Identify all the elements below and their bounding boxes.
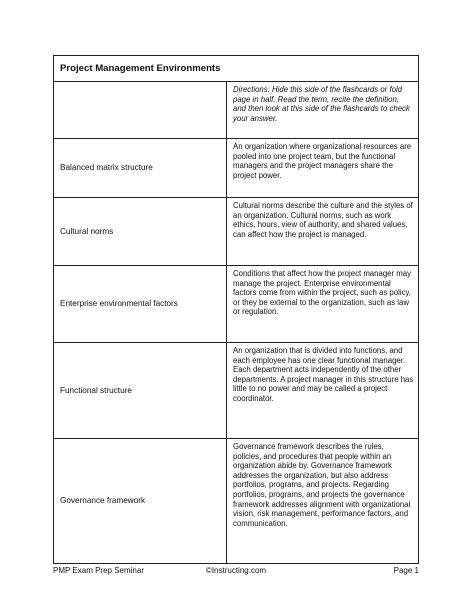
table-row xyxy=(54,343,419,439)
table-title: Project Management Environments xyxy=(54,56,419,82)
table-row xyxy=(54,439,419,564)
definition-cell: Governance framework describes the rules, policies, and procedures that people within an organization abide by. Governance framework addresses the organization, but also address portfolios, programs, and projects. Regarding portfolios, programs, and projects the governance framework addresses alignment with organizational vision, risk management, performance factors, and communication. xyxy=(227,439,419,564)
page-footer xyxy=(53,565,419,577)
term-cell: Balanced matrix structure xyxy=(54,139,227,198)
table-row xyxy=(54,139,419,198)
footer-page-number: Page 1 xyxy=(393,566,419,575)
flashcard-table xyxy=(53,55,419,564)
table-title-row xyxy=(54,56,419,82)
definition-cell: Conditions that affect how the project manager may manage the project. Enterprise environmental factors come from within the project, such as policy, or they be external to the organization, such as law or regulation. xyxy=(227,266,419,343)
footer-course-name: PMP Exam Prep Seminar xyxy=(53,566,144,575)
definition-cell: Cultural norms describe the culture and the styles of an organization. Cultural norms, such as work ethics, hours, view of authority, and shared values, can affect how the project is managed. xyxy=(227,198,419,266)
definition-cell: An organization where organizational resources are pooled into one project team, but the functional managers and the project managers share the project power. xyxy=(227,139,419,198)
term-cell: Governance framework xyxy=(54,439,227,564)
empty-term-cell xyxy=(54,82,227,139)
directions-text: Directions: Hide this side of the flashcards or fold page in half. Read the term, recite the definition, and then look at this side of the flashcards to check your answer. xyxy=(227,82,419,139)
term-cell: Cultural norms xyxy=(54,198,227,266)
table-row xyxy=(54,198,419,266)
definition-cell: An organization that is divided into functions, and each employee has one clear functional manager. Each department acts independently of the other departments. A project manager in this structure has little to no power and may be called a project coordinator. xyxy=(227,343,419,439)
term-cell: Enterprise environmental factors xyxy=(54,266,227,343)
table-row xyxy=(54,266,419,343)
term-cell: Functional structure xyxy=(54,343,227,439)
directions-row xyxy=(54,82,419,139)
footer-copyright: ©Instructing.com xyxy=(205,566,267,575)
